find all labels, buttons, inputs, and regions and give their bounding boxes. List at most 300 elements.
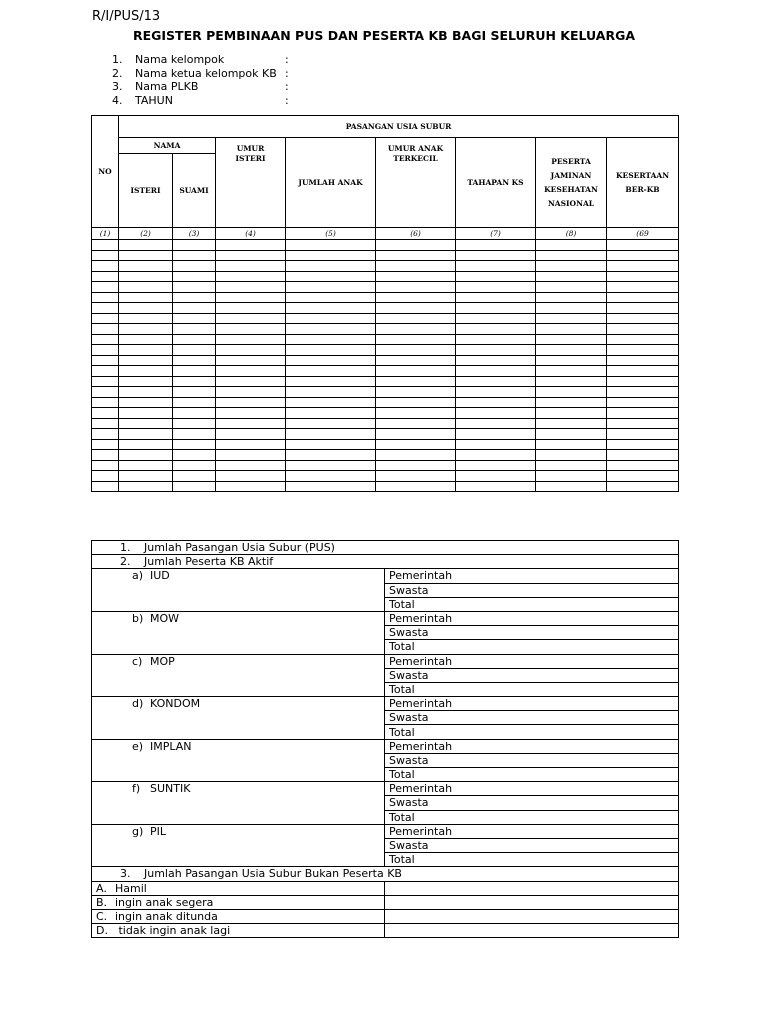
register-cell[interactable] bbox=[286, 303, 376, 314]
register-cell[interactable] bbox=[536, 334, 607, 345]
register-cell[interactable] bbox=[173, 303, 216, 314]
register-cell[interactable] bbox=[607, 240, 679, 251]
register-cell[interactable] bbox=[536, 250, 607, 261]
register-cell[interactable] bbox=[456, 334, 536, 345]
register-cell[interactable] bbox=[92, 345, 119, 356]
register-cell[interactable] bbox=[173, 429, 216, 440]
register-cell[interactable] bbox=[119, 282, 173, 293]
register-blank-row bbox=[92, 366, 679, 377]
register-cell[interactable] bbox=[376, 334, 456, 345]
register-cell[interactable] bbox=[173, 324, 216, 335]
register-cell[interactable] bbox=[376, 397, 456, 408]
register-cell[interactable] bbox=[173, 240, 216, 251]
header-text: KESERTAAN bbox=[615, 170, 670, 180]
register-cell[interactable] bbox=[119, 303, 173, 314]
register-cell[interactable] bbox=[456, 240, 536, 251]
column-number: (2) bbox=[119, 228, 173, 240]
register-cell[interactable] bbox=[456, 387, 536, 398]
register-cell[interactable] bbox=[119, 250, 173, 261]
register-cell[interactable] bbox=[119, 481, 173, 492]
register-cell[interactable] bbox=[536, 240, 607, 251]
register-cell[interactable] bbox=[119, 397, 173, 408]
register-cell[interactable] bbox=[456, 366, 536, 377]
register-cell[interactable] bbox=[607, 408, 679, 419]
register-cell[interactable] bbox=[536, 366, 607, 377]
reason-letter: B. bbox=[96, 895, 108, 909]
info-number: 2. bbox=[112, 66, 123, 80]
register-cell[interactable] bbox=[376, 366, 456, 377]
sub-label-total: Total bbox=[385, 768, 679, 782]
register-cell[interactable] bbox=[216, 376, 286, 387]
register-cell[interactable] bbox=[607, 324, 679, 335]
register-cell[interactable] bbox=[376, 439, 456, 450]
register-cell[interactable] bbox=[216, 481, 286, 492]
sub-label-total: Total bbox=[385, 725, 679, 739]
register-blank-row bbox=[92, 418, 679, 429]
register-cell[interactable] bbox=[216, 471, 286, 482]
register-cell[interactable] bbox=[607, 429, 679, 440]
register-cell[interactable] bbox=[536, 429, 607, 440]
register-cell[interactable] bbox=[286, 450, 376, 461]
register-cell[interactable] bbox=[607, 334, 679, 345]
register-cell[interactable] bbox=[456, 450, 536, 461]
register-cell[interactable] bbox=[286, 366, 376, 377]
sub-label-swasta: Swasta bbox=[385, 753, 679, 767]
register-cell[interactable] bbox=[173, 250, 216, 261]
register-cell[interactable] bbox=[173, 418, 216, 429]
register-cell[interactable] bbox=[119, 376, 173, 387]
register-cell[interactable] bbox=[456, 471, 536, 482]
register-cell[interactable] bbox=[216, 366, 286, 377]
register-cell[interactable] bbox=[92, 397, 119, 408]
reason-value-cell[interactable] bbox=[385, 924, 679, 938]
column-number: (5) bbox=[286, 228, 376, 240]
register-cell[interactable] bbox=[456, 355, 536, 366]
method-kondom bbox=[92, 697, 385, 740]
register-cell[interactable] bbox=[536, 418, 607, 429]
register-cell[interactable] bbox=[536, 324, 607, 335]
register-cell[interactable] bbox=[376, 418, 456, 429]
register-cell[interactable] bbox=[376, 450, 456, 461]
register-table bbox=[91, 115, 679, 492]
register-cell[interactable] bbox=[607, 450, 679, 461]
header-text: ISTERI bbox=[235, 154, 266, 163]
method-label: IMPLAN bbox=[150, 739, 192, 753]
register-cell[interactable] bbox=[286, 397, 376, 408]
register-cell[interactable] bbox=[216, 460, 286, 471]
register-cell[interactable] bbox=[376, 292, 456, 303]
register-cell[interactable] bbox=[456, 429, 536, 440]
register-cell[interactable] bbox=[286, 324, 376, 335]
register-blank-row bbox=[92, 303, 679, 314]
info-colon: : bbox=[285, 66, 289, 80]
register-cell[interactable] bbox=[456, 324, 536, 335]
method-iud bbox=[92, 569, 385, 612]
register-cell[interactable] bbox=[456, 282, 536, 293]
register-cell[interactable] bbox=[376, 376, 456, 387]
register-cell[interactable] bbox=[376, 429, 456, 440]
item-number: 1. bbox=[120, 541, 131, 555]
register-blank-row bbox=[92, 460, 679, 471]
register-cell[interactable] bbox=[456, 292, 536, 303]
register-cell[interactable] bbox=[216, 313, 286, 324]
header-text: PESERTA bbox=[551, 156, 591, 166]
register-cell[interactable] bbox=[536, 450, 607, 461]
method-implan bbox=[92, 739, 385, 782]
form-code: R/I/PUS/13 bbox=[92, 9, 161, 24]
register-cell[interactable] bbox=[92, 387, 119, 398]
method-number: e) bbox=[132, 739, 144, 753]
register-cell[interactable] bbox=[173, 408, 216, 419]
register-cell[interactable] bbox=[376, 408, 456, 419]
register-cell[interactable] bbox=[286, 292, 376, 303]
method-number: c) bbox=[132, 654, 143, 668]
register-cell[interactable] bbox=[456, 345, 536, 356]
reason-value-cell[interactable] bbox=[385, 895, 679, 909]
register-cell[interactable] bbox=[536, 481, 607, 492]
register-blank-row bbox=[92, 397, 679, 408]
info-colon: : bbox=[285, 94, 289, 108]
register-cell[interactable] bbox=[607, 313, 679, 324]
register-cell[interactable] bbox=[119, 387, 173, 398]
register-cell[interactable] bbox=[173, 313, 216, 324]
header-text: JAMINAN bbox=[550, 170, 592, 180]
register-cell[interactable] bbox=[607, 355, 679, 366]
sub-label-pemerintah: Pemerintah bbox=[385, 697, 679, 711]
register-cell[interactable] bbox=[119, 366, 173, 377]
sub-label-total: Total bbox=[385, 682, 679, 696]
register-cell[interactable] bbox=[92, 450, 119, 461]
register-cell[interactable] bbox=[119, 292, 173, 303]
register-cell[interactable] bbox=[607, 271, 679, 282]
info-colon: : bbox=[285, 80, 289, 94]
header-text: UMUR ANAK bbox=[387, 144, 444, 153]
column-number: (6) bbox=[376, 228, 456, 240]
sub-label-swasta: Swasta bbox=[385, 838, 679, 852]
register-cell[interactable] bbox=[286, 355, 376, 366]
reason-ingin-anak-ditunda bbox=[92, 909, 385, 923]
register-cell[interactable] bbox=[286, 240, 376, 251]
register-cell[interactable] bbox=[536, 387, 607, 398]
register-cell[interactable] bbox=[119, 271, 173, 282]
register-cell[interactable] bbox=[92, 460, 119, 471]
register-cell[interactable] bbox=[216, 439, 286, 450]
register-cell[interactable] bbox=[286, 418, 376, 429]
info-number: 3. bbox=[112, 80, 123, 94]
register-cell[interactable] bbox=[92, 303, 119, 314]
method-label: MOW bbox=[150, 611, 180, 625]
register-cell[interactable] bbox=[286, 481, 376, 492]
register-cell[interactable] bbox=[92, 418, 119, 429]
header-nama: NAMA bbox=[119, 138, 216, 154]
register-cell[interactable] bbox=[376, 240, 456, 251]
register-cell[interactable] bbox=[376, 481, 456, 492]
info-label: Nama ketua kelompok KB bbox=[135, 66, 277, 80]
register-cell[interactable] bbox=[536, 355, 607, 366]
register-cell[interactable] bbox=[216, 408, 286, 419]
register-cell[interactable] bbox=[216, 303, 286, 314]
register-cell[interactable] bbox=[286, 334, 376, 345]
register-cell[interactable] bbox=[119, 418, 173, 429]
register-cell[interactable] bbox=[92, 439, 119, 450]
register-cell[interactable] bbox=[216, 324, 286, 335]
register-cell[interactable] bbox=[286, 345, 376, 356]
reason-tidak-ingin-anak-lagi bbox=[92, 924, 385, 938]
register-cell[interactable] bbox=[216, 429, 286, 440]
register-cell[interactable] bbox=[119, 439, 173, 450]
register-cell[interactable] bbox=[456, 481, 536, 492]
register-cell[interactable] bbox=[173, 282, 216, 293]
register-cell[interactable] bbox=[376, 460, 456, 471]
register-cell[interactable] bbox=[119, 334, 173, 345]
register-cell[interactable] bbox=[92, 429, 119, 440]
register-cell[interactable] bbox=[456, 408, 536, 419]
register-cell[interactable] bbox=[456, 271, 536, 282]
method-label: PIL bbox=[150, 824, 167, 838]
register-cell[interactable] bbox=[92, 334, 119, 345]
register-cell[interactable] bbox=[173, 450, 216, 461]
register-cell[interactable] bbox=[536, 282, 607, 293]
register-cell[interactable] bbox=[119, 408, 173, 419]
register-cell[interactable] bbox=[286, 261, 376, 272]
register-cell[interactable] bbox=[173, 355, 216, 366]
register-cell[interactable] bbox=[456, 397, 536, 408]
register-cell[interactable] bbox=[456, 303, 536, 314]
register-cell[interactable] bbox=[216, 345, 286, 356]
register-cell[interactable] bbox=[173, 481, 216, 492]
register-cell[interactable] bbox=[607, 250, 679, 261]
register-cell[interactable] bbox=[92, 324, 119, 335]
register-cell[interactable] bbox=[456, 250, 536, 261]
register-cell[interactable] bbox=[92, 376, 119, 387]
register-cell[interactable] bbox=[92, 271, 119, 282]
register-cell[interactable] bbox=[607, 481, 679, 492]
item-number: 2. bbox=[120, 555, 131, 569]
method-label: KONDOM bbox=[150, 697, 201, 711]
register-blank-row bbox=[92, 334, 679, 345]
method-suntik bbox=[92, 782, 385, 825]
register-cell[interactable] bbox=[216, 271, 286, 282]
register-cell[interactable] bbox=[456, 460, 536, 471]
register-cell[interactable] bbox=[216, 282, 286, 293]
register-cell[interactable] bbox=[119, 429, 173, 440]
header-pasangan-usia-subur: PASANGAN USIA SUBUR bbox=[119, 116, 679, 138]
register-cell[interactable] bbox=[607, 439, 679, 450]
register-cell[interactable] bbox=[607, 345, 679, 356]
register-cell[interactable] bbox=[607, 303, 679, 314]
register-blank-row bbox=[92, 471, 679, 482]
register-cell[interactable] bbox=[607, 397, 679, 408]
info-list bbox=[112, 53, 289, 108]
register-cell[interactable] bbox=[536, 439, 607, 450]
reason-value-cell[interactable] bbox=[385, 881, 679, 895]
reason-value-cell[interactable] bbox=[385, 909, 679, 923]
register-cell[interactable] bbox=[286, 439, 376, 450]
method-label: MOP bbox=[150, 654, 175, 668]
info-number: 4. bbox=[112, 94, 123, 108]
register-cell[interactable] bbox=[216, 387, 286, 398]
register-cell[interactable] bbox=[216, 397, 286, 408]
register-cell[interactable] bbox=[173, 387, 216, 398]
summary-row bbox=[92, 541, 679, 555]
register-cell[interactable] bbox=[536, 303, 607, 314]
register-cell[interactable] bbox=[536, 345, 607, 356]
summary-row bbox=[92, 867, 679, 881]
sub-label-pemerintah: Pemerintah bbox=[385, 654, 679, 668]
register-cell[interactable] bbox=[216, 250, 286, 261]
register-cell[interactable] bbox=[536, 471, 607, 482]
sub-label-total: Total bbox=[385, 853, 679, 867]
header-text: TERKECIL bbox=[393, 154, 438, 163]
register-cell[interactable] bbox=[173, 261, 216, 272]
register-cell[interactable] bbox=[92, 471, 119, 482]
register-cell[interactable] bbox=[92, 355, 119, 366]
register-cell[interactable] bbox=[536, 261, 607, 272]
register-cell[interactable] bbox=[119, 240, 173, 251]
register-cell[interactable] bbox=[536, 408, 607, 419]
register-cell[interactable] bbox=[376, 282, 456, 293]
register-cell[interactable] bbox=[376, 471, 456, 482]
register-cell[interactable] bbox=[536, 292, 607, 303]
register-cell[interactable] bbox=[92, 292, 119, 303]
register-blank-row bbox=[92, 376, 679, 387]
register-cell[interactable] bbox=[376, 345, 456, 356]
register-cell[interactable] bbox=[376, 250, 456, 261]
register-cell[interactable] bbox=[286, 408, 376, 419]
register-cell[interactable] bbox=[607, 292, 679, 303]
register-cell[interactable] bbox=[173, 271, 216, 282]
register-cell[interactable] bbox=[607, 460, 679, 471]
reason-ingin-anak-segera bbox=[92, 895, 385, 909]
register-cell[interactable] bbox=[92, 366, 119, 377]
summary-item-bukan-peserta bbox=[92, 867, 679, 881]
reason-letter: A. bbox=[96, 881, 107, 895]
register-cell[interactable] bbox=[216, 240, 286, 251]
register-cell[interactable] bbox=[92, 408, 119, 419]
register-cell[interactable] bbox=[216, 355, 286, 366]
register-cell[interactable] bbox=[376, 324, 456, 335]
register-cell[interactable] bbox=[536, 460, 607, 471]
register-cell[interactable] bbox=[119, 324, 173, 335]
register-cell[interactable] bbox=[286, 313, 376, 324]
header-suami: SUAMI bbox=[173, 154, 216, 228]
column-number-row bbox=[92, 228, 679, 240]
register-cell[interactable] bbox=[456, 418, 536, 429]
register-cell[interactable] bbox=[119, 460, 173, 471]
register-cell[interactable] bbox=[119, 355, 173, 366]
register-cell[interactable] bbox=[536, 397, 607, 408]
register-cell[interactable] bbox=[607, 471, 679, 482]
sub-label-pemerintah: Pemerintah bbox=[385, 611, 679, 625]
register-cell[interactable] bbox=[119, 450, 173, 461]
register-cell[interactable] bbox=[92, 313, 119, 324]
column-number: (3) bbox=[173, 228, 216, 240]
register-cell[interactable] bbox=[376, 313, 456, 324]
register-cell[interactable] bbox=[456, 439, 536, 450]
register-cell[interactable] bbox=[92, 481, 119, 492]
register-cell[interactable] bbox=[607, 366, 679, 377]
sub-label-total: Total bbox=[385, 810, 679, 824]
register-cell[interactable] bbox=[286, 376, 376, 387]
register-cell[interactable] bbox=[536, 313, 607, 324]
register-cell[interactable] bbox=[376, 387, 456, 398]
register-cell[interactable] bbox=[92, 282, 119, 293]
register-cell[interactable] bbox=[376, 355, 456, 366]
register-cell[interactable] bbox=[119, 345, 173, 356]
header-text: KESEHATAN bbox=[544, 184, 598, 194]
register-cell[interactable] bbox=[119, 313, 173, 324]
register-cell[interactable] bbox=[216, 418, 286, 429]
register-cell[interactable] bbox=[286, 271, 376, 282]
register-blank-row bbox=[92, 240, 679, 251]
register-cell[interactable] bbox=[456, 313, 536, 324]
register-cell[interactable] bbox=[536, 376, 607, 387]
register-cell[interactable] bbox=[216, 334, 286, 345]
column-number: (7) bbox=[456, 228, 536, 240]
register-cell[interactable] bbox=[216, 292, 286, 303]
register-cell[interactable] bbox=[607, 387, 679, 398]
register-cell[interactable] bbox=[456, 261, 536, 272]
register-cell[interactable] bbox=[173, 471, 216, 482]
register-cell[interactable] bbox=[286, 387, 376, 398]
summary-item-pus bbox=[92, 541, 679, 555]
register-cell[interactable] bbox=[607, 376, 679, 387]
register-cell[interactable] bbox=[456, 376, 536, 387]
register-cell[interactable] bbox=[173, 334, 216, 345]
register-cell[interactable] bbox=[92, 240, 119, 251]
register-cell[interactable] bbox=[173, 397, 216, 408]
method-number: f) bbox=[132, 782, 141, 796]
register-cell[interactable] bbox=[173, 366, 216, 377]
register-cell[interactable] bbox=[173, 345, 216, 356]
sub-label-swasta: Swasta bbox=[385, 796, 679, 810]
header-isteri: ISTERI bbox=[119, 154, 173, 228]
register-cell[interactable] bbox=[119, 471, 173, 482]
register-cell[interactable] bbox=[173, 439, 216, 450]
register-cell[interactable] bbox=[216, 261, 286, 272]
sub-label-pemerintah: Pemerintah bbox=[385, 739, 679, 753]
register-cell[interactable] bbox=[286, 460, 376, 471]
sub-label-swasta: Swasta bbox=[385, 711, 679, 725]
header-umur-anak-terkecil bbox=[376, 138, 456, 228]
register-cell[interactable] bbox=[286, 250, 376, 261]
register-cell[interactable] bbox=[92, 250, 119, 261]
header-jumlah-anak: JUMLAH ANAK bbox=[286, 138, 376, 228]
register-cell[interactable] bbox=[286, 471, 376, 482]
method-mop bbox=[92, 654, 385, 697]
register-blank-row bbox=[92, 250, 679, 261]
register-cell[interactable] bbox=[216, 450, 286, 461]
register-cell[interactable] bbox=[607, 418, 679, 429]
register-cell[interactable] bbox=[376, 271, 456, 282]
register-cell[interactable] bbox=[536, 271, 607, 282]
register-cell[interactable] bbox=[286, 282, 376, 293]
register-cell[interactable] bbox=[173, 292, 216, 303]
register-cell[interactable] bbox=[376, 261, 456, 272]
register-cell[interactable] bbox=[92, 261, 119, 272]
register-blank-row bbox=[92, 261, 679, 272]
register-cell[interactable] bbox=[376, 303, 456, 314]
header-tahapan-ks: TAHAPAN KS bbox=[456, 138, 536, 228]
register-cell[interactable] bbox=[286, 429, 376, 440]
header-text: BER-KB bbox=[625, 184, 660, 194]
register-cell[interactable] bbox=[173, 460, 216, 471]
register-cell[interactable] bbox=[607, 282, 679, 293]
register-cell[interactable] bbox=[607, 261, 679, 272]
register-blank-row bbox=[92, 292, 679, 303]
register-cell[interactable] bbox=[119, 261, 173, 272]
register-cell[interactable] bbox=[173, 376, 216, 387]
